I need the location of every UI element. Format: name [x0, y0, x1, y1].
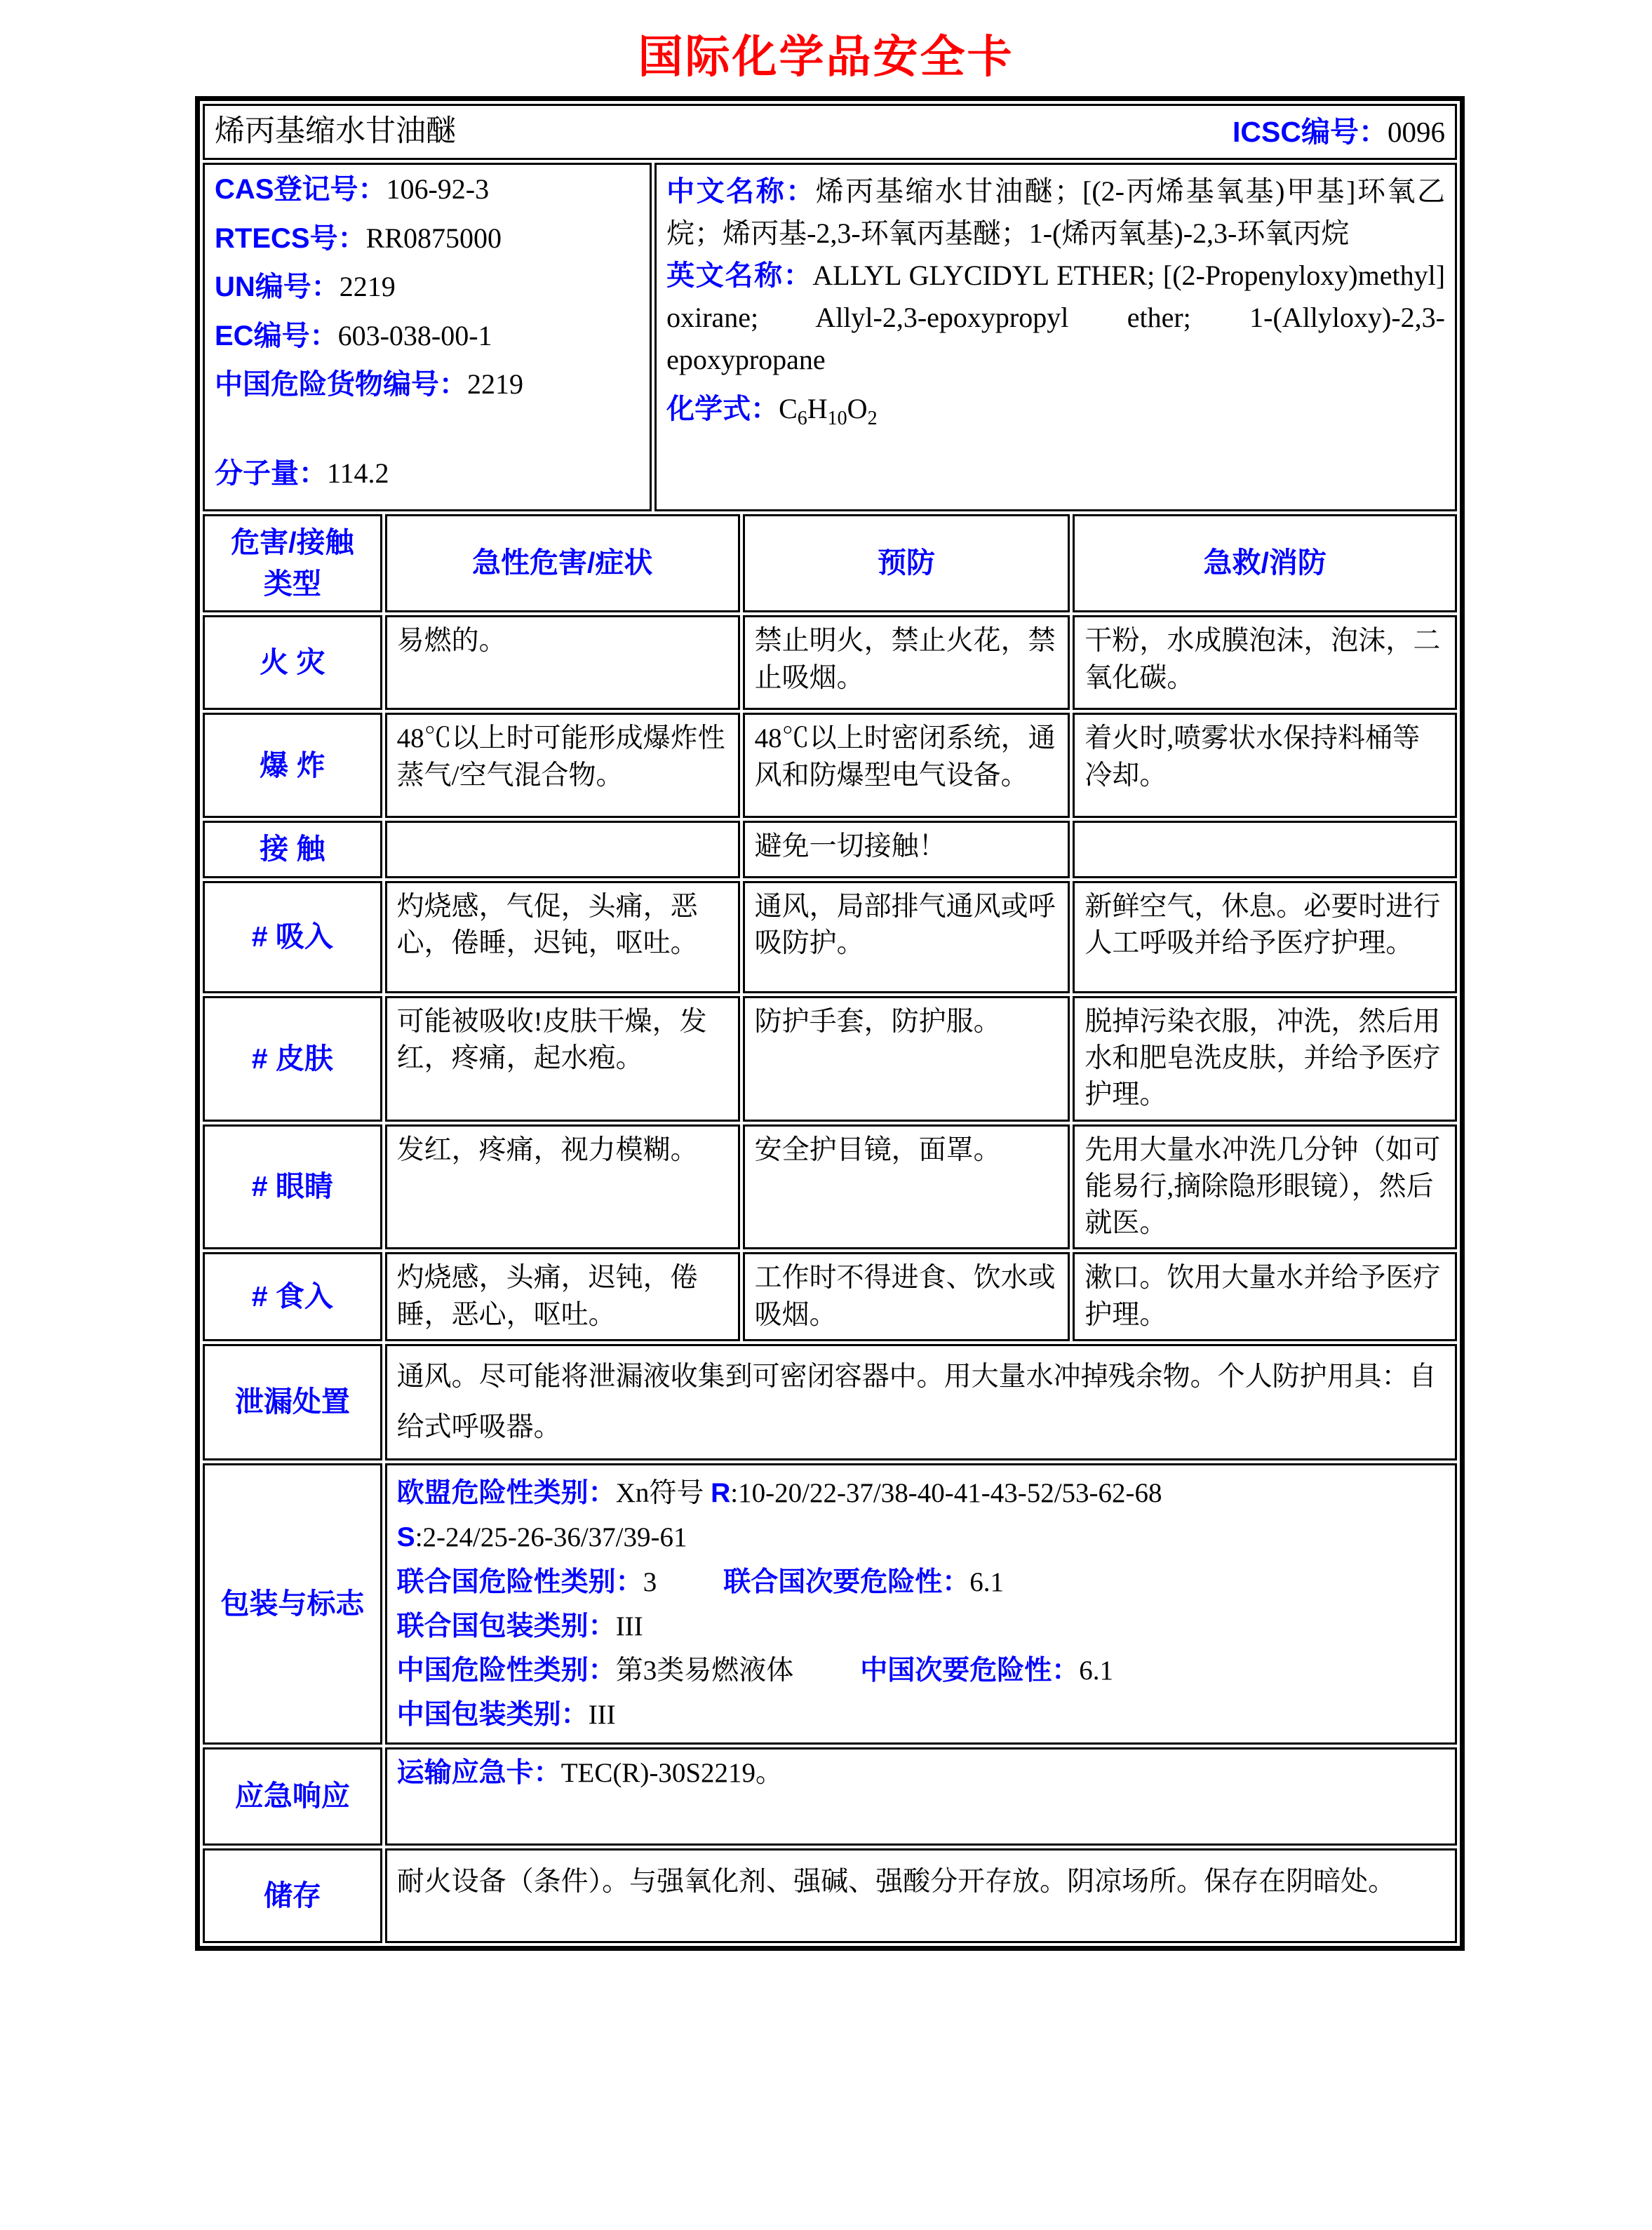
china-hazard-class-label: 中国危险性类别： — [396, 1655, 616, 1686]
eu-hazard-class-label: 欧盟危险性类别： — [396, 1478, 616, 1509]
china-dg-number-line — [215, 365, 640, 404]
chemical-name: 烯丙基缩水甘油醚 — [215, 115, 456, 149]
symptoms-cell: 易燃的。 — [385, 615, 740, 710]
un-subsidiary-risk-label: 联合国次要危险性： — [723, 1566, 970, 1597]
symptoms-cell: 灼烧感，头痛，迟钝，倦睡，恶心，呕吐。 — [385, 1252, 740, 1341]
hazard-type-cell: # 吸入 — [203, 881, 382, 993]
china-packing-group-label: 中国包装类别： — [396, 1700, 589, 1731]
prevention-cell: 避免一切接触！ — [743, 821, 1070, 878]
section-label-cell: 包装与标志 — [203, 1463, 382, 1745]
hazard-type-cell: 接 触 — [203, 821, 382, 878]
firstaid-cell: 脱掉污染衣服，冲洗，然后用水和肥皂洗皮肤，并给予医疗护理。 — [1073, 996, 1457, 1122]
prevention-cell: 防护手套，防护服。 — [743, 996, 1070, 1122]
eu-hazard-class-line — [397, 1471, 1445, 1515]
molecular-weight-value: 114.2 — [327, 457, 389, 489]
ec-number-value: 603-038-00-1 — [337, 319, 492, 351]
un-packing-group-value: III — [615, 1611, 643, 1641]
s-phrases-line — [397, 1515, 1445, 1559]
registry-numbers-cell — [203, 163, 652, 511]
un-hazard-class-line — [397, 1560, 1445, 1604]
identification-row — [203, 163, 1457, 511]
firstaid-cell: 先用大量水冲洗几分钟（如可能易行,摘除隐形眼镜），然后就医。 — [1073, 1124, 1457, 1250]
r-phrases-label: R — [711, 1478, 731, 1509]
cas-number-value: 106-92-3 — [386, 173, 490, 205]
firstaid-cell: 漱口。饮用大量水并给予医疗护理。 — [1073, 1252, 1457, 1341]
r-phrases-value: :10-20/22-37/38-40-41-43-52/53-62-68 — [730, 1478, 1162, 1509]
packaging-labelling-content — [385, 1463, 1457, 1745]
symptoms-cell — [385, 821, 740, 878]
china-hazard-class-line — [397, 1648, 1445, 1693]
s-phrases-label: S — [396, 1522, 415, 1553]
ec-number-label: EC编号： — [215, 320, 338, 351]
card-header-row — [203, 104, 1457, 160]
firstaid-cell: 新鲜空气，休息。必要时进行人工呼吸并给予医疗护理。 — [1073, 881, 1457, 993]
china-packing-group-line — [397, 1693, 1445, 1737]
icsc-number-label: ICSC编号： — [1233, 115, 1388, 148]
formula-value: $C_6H_{10}O_2$ — [779, 393, 878, 430]
icsc-number-value: 0096 — [1388, 115, 1445, 148]
hazard-type-cell: # 食入 — [203, 1252, 382, 1341]
china-packing-group-value: III — [588, 1700, 616, 1731]
un-number-line — [215, 268, 640, 307]
header-prevention: 预防 — [743, 514, 1070, 613]
formula-label: 化学式： — [666, 394, 779, 424]
english-name-label: 英文名称： — [666, 260, 813, 291]
card-header-cell — [203, 104, 1457, 160]
hazard-row-inhalation — [203, 881, 1457, 993]
section-row-packaging-labelling — [203, 1463, 1457, 1745]
section-label-cell: 泄漏处置 — [203, 1344, 382, 1460]
un-hazard-class-value: 3 — [643, 1566, 657, 1597]
firstaid-cell: 着火时,喷雾状水保持料桶等冷却。 — [1073, 713, 1457, 818]
un-packing-group-label: 联合国包装类别： — [396, 1611, 616, 1641]
un-packing-group-line — [397, 1604, 1445, 1648]
china-dg-number-value: 2219 — [467, 368, 523, 401]
chinese-name-value: 烯丙基缩水甘油醚；[(2-丙烯基氧基)甲基]环氧乙烷；烯丙基-2,3-环氧丙基醚；1-(烯丙氧基)-2,3-环氧丙烷 — [666, 175, 1446, 249]
prevention-cell: 通风，局部排气通风或呼吸防护。 — [743, 881, 1070, 993]
rtecs-number-label: RTECS号： — [215, 222, 366, 254]
hazard-row-eyes — [203, 1124, 1457, 1250]
hazard-type-cell: 火 灾 — [203, 615, 382, 710]
icsc-card — [195, 96, 1465, 1951]
english-name-paragraph — [666, 255, 1445, 381]
hazard-type-cell: # 皮肤 — [203, 996, 382, 1122]
emergency-response-content — [385, 1747, 1457, 1846]
cas-number-label: CAS登记号： — [215, 174, 387, 205]
header-hazard-type: 危害/接触 类型 — [203, 514, 382, 613]
china-subsidiary-risk-value: 6.1 — [1079, 1655, 1113, 1686]
hazard-row-fire — [203, 615, 1457, 710]
cas-number-line — [215, 170, 640, 209]
spill-disposal-text: 通风。尽可能将泄漏液收集到可密闭容器中。用大量水冲掉残余物。个人防护用具：自给式呼吸器。 — [385, 1344, 1457, 1460]
hazard-type-cell: 爆 炸 — [203, 713, 382, 818]
hazard-row-contact — [203, 821, 1457, 878]
header-acute-symptoms: 急性危害/症状 — [385, 514, 740, 613]
eu-hazard-symbol-value: Xn符号 — [615, 1478, 704, 1509]
hazard-row-explosion — [203, 713, 1457, 818]
hazard-row-ingestion — [203, 1252, 1457, 1341]
un-hazard-class-label: 联合国危险性类别： — [396, 1566, 643, 1597]
storage-text: 耐火设备（条件）。与强氧化剂、强碱、强酸分开存放。阴凉场所。保存在阴暗处。 — [385, 1848, 1457, 1943]
section-row-emergency-response — [203, 1747, 1457, 1846]
china-dg-number-label: 中国危险货物编号： — [215, 369, 467, 401]
ec-number-line — [215, 317, 640, 356]
prevention-cell: 工作时不得进食、饮水或吸烟。 — [743, 1252, 1070, 1341]
page-title: 国际化学品安全卡 — [638, 31, 1014, 83]
symptoms-cell: 可能被吸收!皮肤干燥，发红，疼痛，起水疱。 — [385, 996, 740, 1122]
chemical-names-cell — [654, 163, 1457, 511]
icsc-number-group — [1233, 113, 1445, 152]
section-label-cell: 应急响应 — [203, 1747, 382, 1846]
rtecs-number-value: RR0875000 — [365, 222, 502, 254]
chinese-name-label: 中文名称： — [666, 176, 816, 207]
hazard-table-header-row — [203, 514, 1457, 613]
hazard-type-cell: # 眼睛 — [203, 1124, 382, 1250]
un-subsidiary-risk-value: 6.1 — [969, 1566, 1004, 1597]
s-phrases-value: :2-24/25-26-36/37/39-61 — [415, 1522, 687, 1553]
rtecs-number-line — [215, 220, 640, 258]
header-firstaid-firefighting: 急救/消防 — [1073, 514, 1457, 613]
molecular-weight-label: 分子量： — [215, 457, 327, 489]
symptoms-cell: 灼烧感，气促，头痛，恶心，倦睡，迟钝，呕吐。 — [385, 881, 740, 993]
english-name-value: ALLYL GLYCIDYL ETHER; [(2-Propenyloxy)methyl] oxirane; Allyl-2,3-epoxypropyl ether; 1-(Allyloxy)-2,3-epoxypropane — [666, 260, 1446, 375]
prevention-cell: 禁止明火，禁止火花，禁止吸烟。 — [743, 615, 1070, 710]
chinese-name-paragraph — [666, 170, 1445, 255]
symptoms-cell: 48℃以上时可能形成爆炸性蒸气/空气混合物。 — [385, 713, 740, 818]
firstaid-cell: 干粉，水成膜泡沫，泡沫，二氧化碳。 — [1073, 615, 1457, 710]
section-row-spill-disposal — [203, 1344, 1457, 1460]
prevention-cell: 安全护目镜，面罩。 — [743, 1124, 1070, 1250]
china-subsidiary-risk-label: 中国次要危险性： — [860, 1655, 1080, 1686]
molecular-weight-line — [215, 455, 640, 493]
section-label-cell: 储存 — [203, 1848, 382, 1943]
symptoms-cell: 发红，疼痛，视力模糊。 — [385, 1124, 740, 1250]
firstaid-cell — [1073, 821, 1457, 878]
hazard-row-skin — [203, 996, 1457, 1122]
un-number-label: UN编号： — [215, 271, 340, 303]
un-number-value: 2219 — [339, 271, 396, 303]
transport-emergency-card-label: 运输应急卡： — [396, 1758, 561, 1789]
section-row-storage — [203, 1848, 1457, 1943]
transport-emergency-card-value: TEC(R)-30S2219。 — [560, 1758, 784, 1789]
formula-paragraph — [666, 388, 1445, 434]
prevention-cell: 48℃以上时密闭系统，通风和防爆型电气设备。 — [743, 713, 1070, 818]
china-hazard-class-value: 第3类易燃液体 — [615, 1655, 794, 1686]
